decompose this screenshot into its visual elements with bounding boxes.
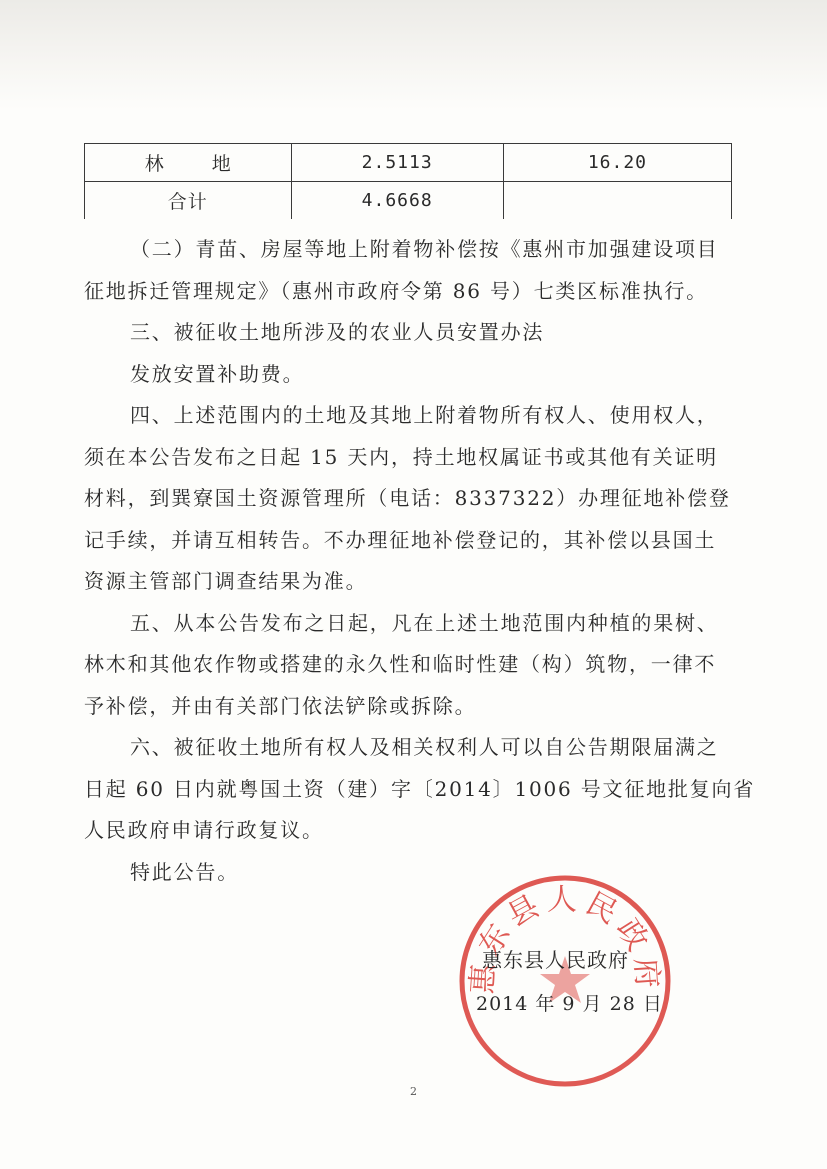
page-number: 2 — [410, 1085, 417, 1098]
paragraph-line: 征地拆迁管理规定》（惠州市政府令第 86 号）七类区标准执行。 — [84, 278, 708, 303]
table-row — [85, 144, 732, 182]
paragraph-line: 六、被征收土地所有权人及相关权利人可以自公告期限届满之 — [130, 735, 719, 759]
signing-authority: 惠东县人民政府 — [482, 948, 629, 972]
paragraph — [84, 229, 732, 312]
table-cell-total-label: 合计 — [85, 182, 292, 220]
table-row — [85, 182, 732, 220]
paragraph-line: 三、被征收土地所涉及的农业人员安置办法 — [130, 320, 545, 344]
table-cell-area: 2.5113 — [291, 144, 503, 182]
paragraph-line: 特此公告。 — [130, 859, 239, 884]
paragraph-line: 予补偿，并由有关部门依法铲除或拆除。 — [84, 693, 477, 718]
table-cell-value: 16.20 — [503, 144, 731, 182]
table-cell-total-value — [503, 182, 731, 220]
paragraph-line: 四、上述范围内的土地及其地上附着物所有权人、使用权人， — [130, 403, 719, 427]
paragraph-line: （二）青苗、房屋等地上附着物补偿按《惠州市加强建设项目 — [130, 237, 719, 261]
table-cell-total-area: 4.6668 — [291, 182, 503, 220]
paragraph — [84, 395, 732, 603]
scan-shadow — [0, 0, 827, 110]
paragraph-line: 日起 60 日内就粤国土资（建）字〔2014〕1006 号文征地批复向省 — [84, 776, 756, 801]
table-cell-land-type: 林地 — [85, 144, 292, 182]
paragraph — [84, 603, 732, 728]
paragraph-line: 材料，到巽寮国土资源管理所（电话：8337322）办理征地补偿登 — [84, 486, 731, 510]
paragraph-line: 资源主管部门调查结果为准。 — [84, 569, 368, 593]
paragraph-line: 人民政府申请行政复议。 — [84, 818, 324, 842]
signing-date: 2014 年 9 月 28 日 — [476, 993, 663, 1015]
paragraph — [84, 354, 732, 396]
paragraph — [84, 312, 732, 354]
signature-block — [476, 938, 666, 1026]
notice-body — [84, 229, 756, 893]
seal-label: 惠东县人民政府 — [465, 882, 665, 996]
paragraph-line: 发放安置补助费。 — [130, 361, 305, 386]
paragraph-line: 五、从本公告发布之日起，凡在上述土地范围内种植的果树、 — [130, 610, 719, 635]
paragraph-line: 记手续，并请互相转告。不办理征地补偿登记的，其补偿以县国土 — [84, 527, 717, 552]
land-compensation-table — [84, 143, 732, 219]
paragraph — [84, 727, 756, 852]
paragraph-line: 林木和其他农作物或搭建的永久性和临时性建（构）筑物，一律不 — [84, 652, 717, 676]
paragraph-line: 须在本公告发布之日起 15 天内，持土地权属证书或其他有关证明 — [84, 444, 718, 469]
